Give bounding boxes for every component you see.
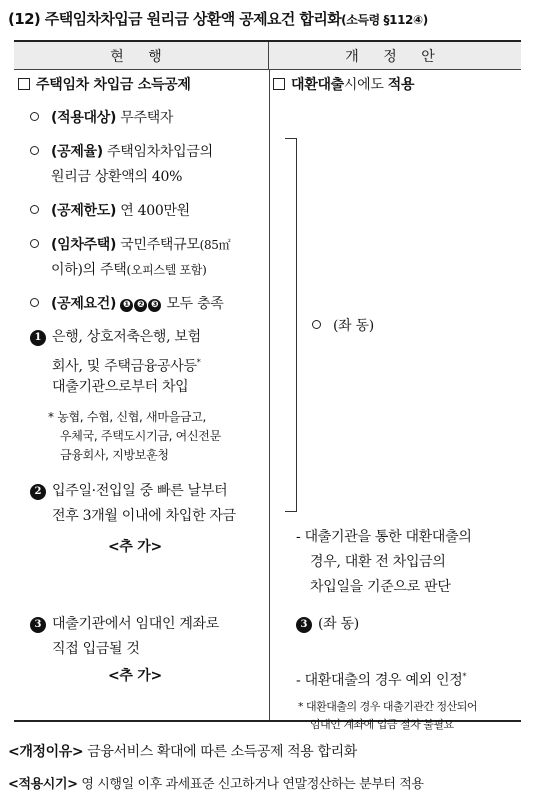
right-new1-line3: 차입일을 기준으로 판단 — [310, 579, 451, 595]
number-2-icon: ❷ — [134, 299, 147, 312]
right-heading: 대환대출시에도 적용 — [273, 73, 414, 98]
circle-bullet-icon — [312, 320, 321, 329]
note-line3: 금융회사, 지방보훈청 — [60, 448, 169, 462]
number-3-icon: 3 — [296, 617, 312, 633]
title-text: (12) 주택임차차입금 원리금 상환액 공제요건 합리화 — [8, 10, 342, 28]
effective-date: <적용시기> 영 시행일 이후 과세표준 신고하거나 연말정산하는 분부터 적용 — [8, 777, 424, 792]
checkbox-square-icon — [273, 78, 285, 90]
item-target: (적용대상) 무주택자 — [30, 106, 173, 131]
req1-line3: 대출기관으로부터 차입 — [52, 379, 189, 395]
req1-line1: 1 은행, 상호저축은행, 보험 — [30, 325, 201, 350]
number-2-icon: 2 — [30, 484, 46, 500]
section-title — [8, 8, 428, 29]
item-rate: (공제율) 주택임차차입금의 — [30, 140, 213, 165]
item-housing: (임차주택) 국민주택규모(85㎡ — [30, 233, 230, 258]
right-note2-line1: * 대환대출의 경우 대출기관간 정산되어 — [298, 700, 478, 713]
number-3-icon: 3 — [30, 617, 46, 633]
circle-bullet-icon — [30, 112, 39, 121]
right-new1-line2: 경우, 대환 전 차입금의 — [310, 554, 446, 570]
number-1-icon: ❶ — [120, 299, 133, 312]
req3-line1: 3 대출기관에서 임대인 계좌로 — [30, 612, 219, 637]
checkbox-square-icon — [18, 78, 30, 90]
circle-bullet-icon — [30, 146, 39, 155]
header-revised: 개 정 안 — [269, 42, 521, 70]
item-rate-line2: 원리금 상환액의 40% — [51, 169, 183, 185]
right-same-1: (좌 동) — [312, 314, 374, 339]
right-note2-line2: 임대인 계좌에 입금 절차 불필요 — [310, 718, 454, 731]
header-current: 현 행 — [14, 42, 269, 70]
revision-reason: <개정이유> 금융서비스 확대에 따른 소득공제 적용 합리화 — [8, 744, 357, 760]
right-req3-same: 3 (좌 동) — [296, 612, 359, 637]
title-reference: (소득령 §112④) — [341, 13, 428, 27]
note-line2: 우체국, 주택도시기금, 여신전문 — [60, 429, 221, 443]
add-marker-1: <추 가> — [108, 539, 162, 555]
req1-line2: 회사, 및 주택금융공사등* — [52, 358, 201, 375]
circle-bullet-icon — [30, 298, 39, 307]
number-1-icon: 1 — [30, 330, 46, 346]
req3-line2: 직접 입금될 것 — [52, 641, 140, 657]
bracket-line — [285, 138, 297, 512]
right-new2: - 대환대출의 경우 예외 인정* — [296, 672, 467, 689]
add-marker-2: <추 가> — [108, 668, 162, 684]
circle-bullet-icon — [30, 239, 39, 248]
item-requirements: (공제요건) ❶ ❷ ❸ 모두 충족 — [30, 292, 223, 317]
item-housing-line2: 이하)의 주택(오피스텔 포함) — [51, 262, 207, 278]
circle-bullet-icon — [30, 205, 39, 214]
req2-line2: 전후 3개월 이내에 차입한 자금 — [52, 508, 236, 524]
req2-line1: 2 입주일·전입일 중 빠른 날부터 — [30, 479, 227, 504]
column-divider — [269, 70, 270, 720]
number-3-icon: ❸ — [148, 299, 161, 312]
item-limit: (공제한도) 연 400만원 — [30, 199, 190, 224]
left-heading: 주택임차 차입금 소득공제 — [18, 73, 191, 98]
right-new1-line1: - 대출기관을 통한 대환대출의 — [296, 529, 472, 545]
note-line1: * 농협, 수협, 신협, 새마을금고, — [48, 410, 207, 424]
comparison-table — [14, 40, 521, 731]
